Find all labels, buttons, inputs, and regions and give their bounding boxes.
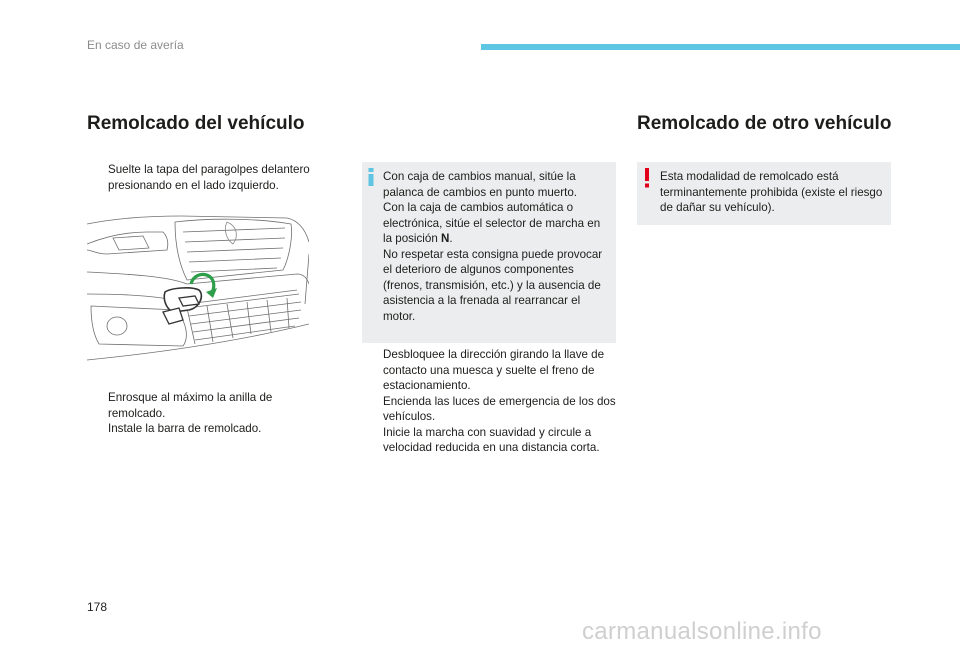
list-item: Suelte la tapa del paragolpes delantero presionando en el lado izquierdo. — [108, 163, 310, 192]
info-icon — [367, 168, 375, 186]
watermark: carmanualsonline.info — [582, 618, 822, 645]
list-item: Desbloquee la dirección girando la llave de contacto una muesca y suelte el freno de estacionamiento. — [383, 348, 605, 392]
list-item: Inicie la marcha con suavidad y circule a velocidad reducida en una distancia corta. — [383, 425, 600, 454]
list-item: Encienda las luces de emergencia de los dos vehículos. — [383, 394, 616, 423]
info-note — [362, 162, 616, 343]
section-header: En caso de avería — [87, 38, 184, 52]
info-text-consequence: No respetar esta consigna puede provocar el deterioro de algunos componentes (frenos, transmisión, etc.) y la ausencia de asistencia a la frenada al rearrancar el motor. — [383, 247, 603, 323]
title-towing-other-vehicle: Remolcado de otro vehículo — [637, 113, 892, 134]
steps-list-towing — [362, 347, 620, 456]
warning-text: Esta modalidad de remolcado está terminantemente prohibida (existe el riesgo de dañar su vehículo). — [660, 170, 883, 214]
car-front-bumper-tow-ring-illustration — [87, 214, 309, 372]
title-towing-own-vehicle: Remolcado del vehículo — [87, 113, 305, 134]
page-number: 178 — [87, 600, 108, 614]
header-accent-bar — [481, 44, 960, 50]
steps-list-before — [87, 162, 332, 193]
list-item: Instale la barra de remolcado. — [108, 422, 262, 435]
list-item: Enrosque al máximo la anilla de remolcado. — [108, 391, 273, 420]
info-text-manual: Con caja de cambios manual, sitúe la palanca de cambios en punto muerto. — [383, 170, 577, 199]
warning-note — [637, 162, 891, 225]
steps-list-after — [87, 390, 332, 437]
info-text-automatic: Con la caja de cambios automática o electrónica, sitúe el selector de marcha en la posición N. — [383, 201, 601, 245]
warning-icon — [642, 168, 652, 188]
